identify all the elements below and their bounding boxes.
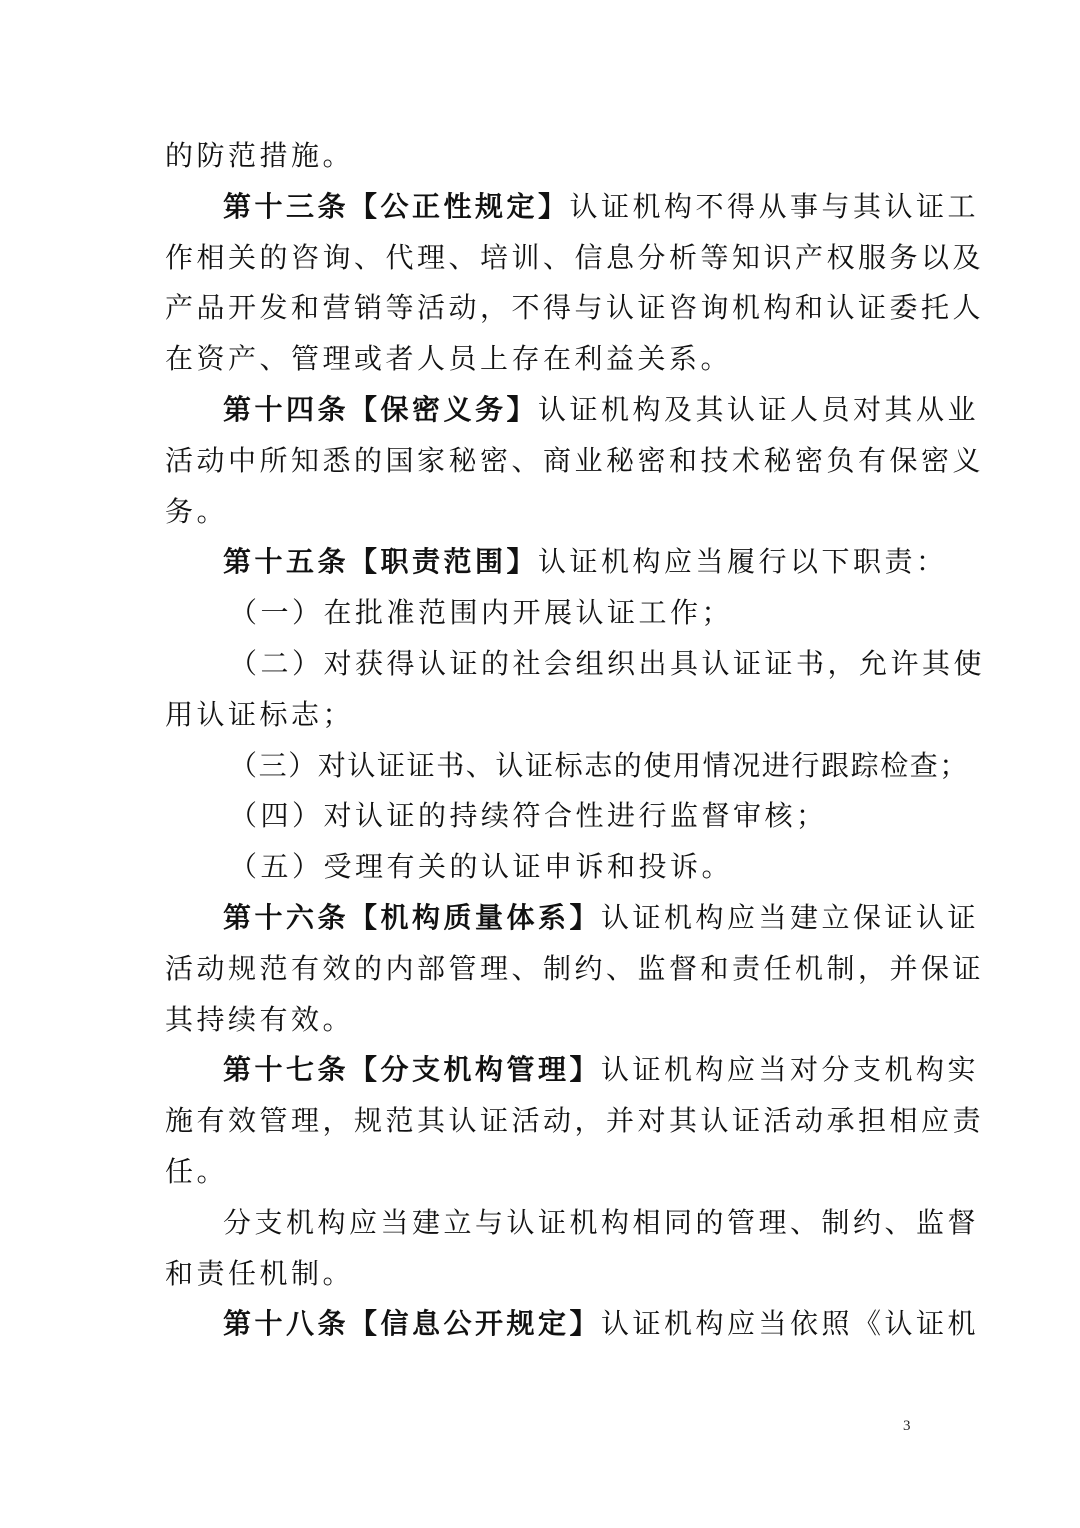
text-line: 其持续有效。 [165,1002,355,1036]
document-body [165,131,986,1350]
text-line: 活动规范有效的内部管理、制约、监督和责任机制，并保证 [165,951,985,985]
article-15-heading: 第十五条【职责范围】 [223,545,539,579]
article-18-heading: 第十八条【信息公开规定】 [223,1307,602,1341]
article-14-heading: 第十四条【保密义务】 [223,392,539,426]
article-18-line: 第十八条【信息公开规定】认证机构应当依照《认证机 [223,1307,980,1341]
list-item: （三）对认证证书、认证标志的使用情况进行跟踪检查； [229,748,970,782]
text-line: 分支机构应当建立与认证机构相同的管理、制约、监督 [223,1205,980,1239]
text-line: 任。 [165,1154,229,1188]
list-item: （五）受理有关的认证申诉和投诉。 [229,850,734,884]
article-17-line: 第十七条【分支机构管理】认证机构应当对分支机构实 [223,1053,980,1087]
page-number: 3 [903,1418,911,1434]
article-13-heading: 第十三条【公正性规定】 [223,189,570,223]
text-line: 在资产、管理或者人员上存在利益关系。 [165,342,733,376]
article-16-heading: 第十六条【机构质量体系】 [223,900,602,934]
text-line: 和责任机制。 [165,1256,355,1290]
list-item: （二）对获得认证的社会组织出具认证证书，允许其使 [229,646,986,680]
list-item: （四）对认证的持续符合性进行监督审核； [229,799,828,833]
text-line: 的防范措施。 [165,139,355,172]
article-17-heading: 第十七条【分支机构管理】 [223,1053,602,1087]
text-line: 用认证标志； [165,697,355,731]
text-line: 作相关的咨询、代理、培训、信息分析等知识产权服务以及 [165,240,985,274]
article-13-line: 第十三条【公正性规定】认证机构不得从事与其认证工 [223,189,980,223]
text-line: 活动中所知悉的国家秘密、商业秘密和技术秘密负有保密义 [165,443,985,477]
article-14-line: 第十四条【保密义务】认证机构及其认证人员对其从业 [223,392,980,426]
text-line: 务。 [165,494,229,528]
list-item: （一）在批准范围内开展认证工作； [229,596,734,630]
text-line: 施有效管理，规范其认证活动，并对其认证活动承担相应责 [165,1104,985,1138]
article-15-line: 第十五条【职责范围】认证机构应当履行以下职责： [223,545,948,579]
article-16-line: 第十六条【机构质量体系】认证机构应当建立保证认证 [223,900,980,934]
text-line: 产品开发和营销等活动，不得与认证咨询机构和认证委托人 [165,291,985,325]
